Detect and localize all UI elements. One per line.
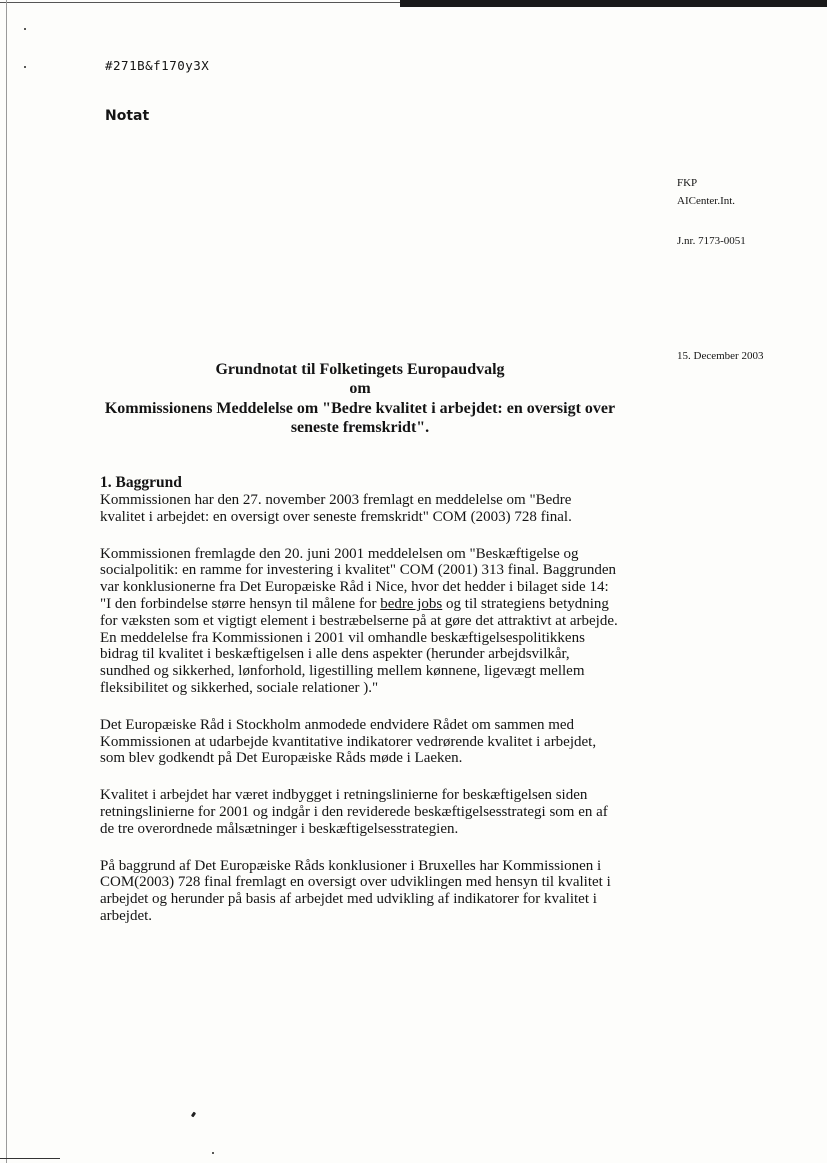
sender-organisation: FKP <box>677 177 698 189</box>
document-title <box>100 360 620 437</box>
document-id: #271B&f170y3X <box>105 58 210 73</box>
scan-top-edge <box>0 0 827 8</box>
document-body <box>100 474 620 945</box>
scan-speck <box>191 1112 196 1118</box>
sender-department: AICenter.Int. <box>677 195 736 207</box>
title-line-2: om <box>349 380 371 397</box>
scan-left-edge <box>6 0 7 1163</box>
scan-top-dark-bar <box>400 0 827 7</box>
journal-number: J.nr. 7173-0051 <box>677 235 746 247</box>
paragraph: Kommissionen har den 27. november 2003 fremlagt en meddelelse om "Bedre kvalitet i arbejdet: en oversigt over seneste fremskridt" COM (2003) 728 final. <box>100 492 572 525</box>
paragraph-text: Kommissionen fremlagde den 20. juni 2001 meddelelsen om "Beskæftigelse og socialpolitik: en ramme for investering i kvalitet" COM (2001) 313 final. Baggrunden var konklusionerne fra Det Europæiske Råd i Nice, hvor det hedder i bilaget side 14: "I den forbindelse større hensyn til målene for <box>100 545 617 612</box>
scan-speck <box>24 28 26 30</box>
title-line-3: Kommissionens Meddelelse om "Bedre kvalitet i arbejdet: en oversigt over seneste fremskridt". <box>104 400 616 436</box>
scan-speck <box>212 1152 214 1154</box>
paragraph-text: og til strategiens betydning for væksten som et vigtigt element i bestræbelserne på at gøre det attraktivt at arbejde. En meddelelse fra Kommissionen i 2001 vil omhandle beskæftigelsespolitikkens bidrag til kvalitet i beskæftigelsen i alle dens aspekter (herunder arbejdsvilkår, sundhed og sikkerhed, lønforhold, ligestilling mellem kønnene, ligevægt mellem fleksibilitet og sikkerhed, sociale relationer )." <box>100 595 618 696</box>
paragraph: Kvalitet i arbejdet har været indbygget i retningslinierne for beskæftigelsen siden retningslinierne for 2001 og indgår i den reviderede beskæftigelsesstrategi som en af de tre overordnede målsætninger i beskæftigelsesstrategien. <box>100 787 608 837</box>
paragraph: Det Europæiske Råd i Stockholm anmodede endvidere Rådet om sammen med Kommissionen at udarbejde kvantitative indikatorer vedrørende kvalitet i arbejdet, som blev godkendt på Det Europæiske Råds møde i Laeken. <box>100 716 597 767</box>
scan-bottom-edge <box>0 1158 60 1159</box>
document-date: 15. December 2003 <box>677 350 764 362</box>
paragraph <box>100 546 620 697</box>
scan-speck <box>24 66 26 68</box>
paragraph: På baggrund af Det Europæiske Råds konklusioner i Bruxelles har Kommissionen i COM(2003) 728 final fremlagt en oversigt over udviklingen med hensyn til kvalitet i arbejdet og herunder på basis af arbejdet med udvikling af indikatorer for kvalitet i arbejdet. <box>100 857 611 924</box>
title-line-1: Grundnotat til Folketingets Europaudvalg <box>215 361 505 378</box>
scan-top-thin-line <box>0 2 400 3</box>
section-heading: 1. Baggrund <box>100 474 182 491</box>
document-type-label: Notat <box>105 108 150 124</box>
underlined-text: bedre jobs <box>380 595 443 612</box>
